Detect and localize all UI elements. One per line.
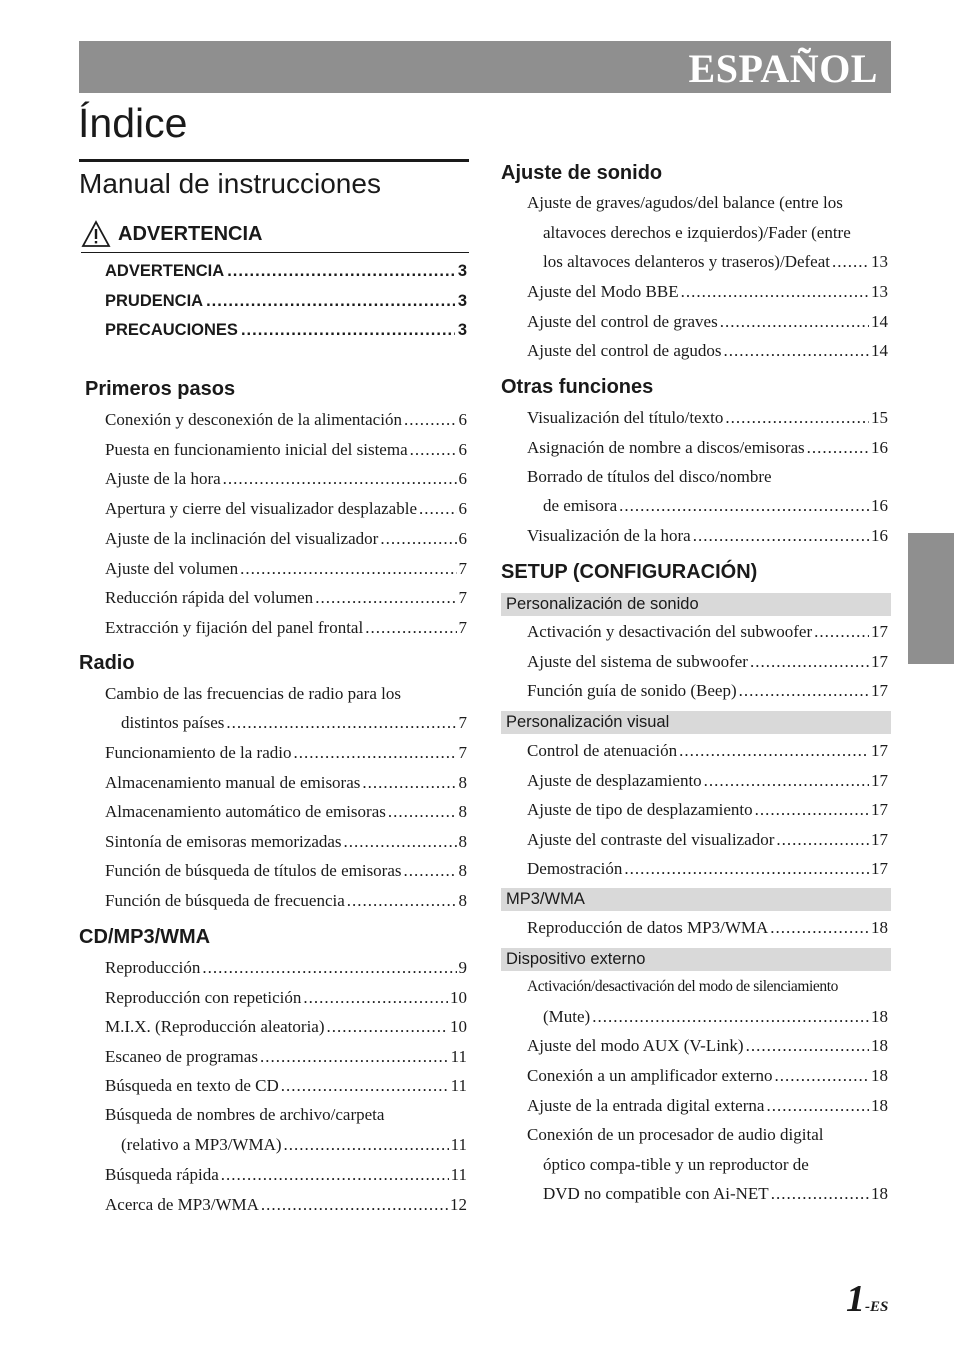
toc-entry-line: Búsqueda de nombres de archivo/carpeta: [105, 1105, 385, 1124]
toc-entry-line: Conexión de un procesador de audio digital: [527, 1125, 824, 1144]
toc-entry[interactable]: Acerca de MP3/WMA ..... 12: [105, 1195, 467, 1219]
toc-entry[interactable]: Apertura y cierre del visualizador desplazable ..... 6: [105, 499, 467, 523]
toc-entry[interactable]: Asignación de nombre a discos/emisoras ..... 16: [527, 438, 888, 462]
toc-entry[interactable]: Ajuste del Modo BBE ..... 13: [527, 282, 888, 306]
toc-entry[interactable]: Visualización de la hora ..... 16: [527, 526, 888, 550]
toc-entry[interactable]: Ajuste de la hora ..... 6: [105, 469, 467, 493]
toc-entry[interactable]: Demostración ..... 17: [527, 859, 888, 883]
subsection-bar: MP3/WMA: [501, 888, 891, 911]
toc-entry[interactable]: ADVERTENCIA ..... 3: [105, 262, 467, 284]
section-heading-cd: CD/MP3/WMA: [79, 926, 211, 948]
toc-entry[interactable]: Visualización del título/texto ..... 15: [527, 408, 888, 432]
section-heading-sonido: Ajuste de sonido: [501, 162, 663, 184]
toc-entry[interactable]: Puesta en funcionamiento inicial del sistema ..... 6: [105, 440, 467, 464]
toc-entry[interactable]: (relativo a MP3/WMA) ..... 11: [121, 1135, 467, 1159]
toc-entry[interactable]: Ajuste del control de agudos ..... 14: [527, 341, 888, 365]
toc-entry[interactable]: M.I.X. (Reproducción aleatoria) ..... 10: [105, 1017, 467, 1041]
toc-entry[interactable]: Control de atenuación ..... 17: [527, 741, 888, 765]
toc-entry[interactable]: PRUDENCIA ..... 3: [105, 292, 467, 314]
manual-title: Manual de instrucciones: [79, 168, 381, 199]
toc-entry[interactable]: Ajuste del volumen ..... 7: [105, 559, 467, 583]
toc-entry-line: Activación/desactivación del modo de silenciamiento: [527, 978, 839, 995]
toc-entry[interactable]: Ajuste de la entrada digital externa ..... 18: [527, 1096, 888, 1120]
section-heading-primeros: Primeros pasos: [85, 378, 236, 400]
toc-entry-line: Ajuste de graves/agudos/del balance (entre los: [527, 193, 843, 212]
toc-entry[interactable]: Ajuste de desplazamiento ..... 17: [527, 771, 888, 795]
subsection-bar: Personalización visual: [501, 711, 891, 734]
toc-entry[interactable]: Función guía de sonido (Beep) ..... 17: [527, 681, 888, 705]
toc-entry[interactable]: Reproducción ..... 9: [105, 958, 467, 982]
toc-entry[interactable]: Función de búsqueda de títulos de emisoras ..... 8: [105, 861, 467, 885]
toc-entry[interactable]: Almacenamiento automático de emisoras ..... 8: [105, 802, 467, 826]
toc-entry[interactable]: Conexión a un amplificador externo ..... 18: [527, 1066, 888, 1090]
toc-entry[interactable]: Almacenamiento manual de emisoras ..... 8: [105, 773, 467, 797]
toc-entry[interactable]: DVD no compatible con Ai-NET ..... 18: [543, 1184, 888, 1208]
toc-entry[interactable]: Sintonía de emisoras memorizadas ..... 8: [105, 832, 467, 856]
toc-entry[interactable]: Ajuste del modo AUX (V-Link) ..... 18: [527, 1036, 888, 1060]
toc-entry[interactable]: Función de búsqueda de frecuencia ..... 8: [105, 891, 467, 915]
toc-entry-line: óptico compa-tible y un reproductor de: [543, 1155, 809, 1174]
toc-entry[interactable]: Extracción y fijación del panel frontal ..... 7: [105, 618, 467, 642]
toc-entry[interactable]: los altavoces delanteros y traseros)/Defeat ..... 13: [543, 252, 888, 276]
toc-entry[interactable]: Ajuste del sistema de subwoofer ..... 17: [527, 652, 888, 676]
section-heading-radio: Radio: [79, 652, 135, 674]
toc-entry[interactable]: Ajuste del control de graves ..... 14: [527, 312, 888, 336]
toc-entry-line: Cambio de las frecuencias de radio para los: [105, 684, 401, 703]
page-number: 1-ES: [846, 1278, 889, 1320]
toc-entry[interactable]: (Mute) ..... 18: [543, 1007, 888, 1031]
section-heading-otras: Otras funciones: [501, 376, 654, 398]
side-thumb-tab: [908, 533, 954, 664]
toc-entry[interactable]: distintos países ..... 7: [121, 713, 467, 737]
toc-entry[interactable]: de emisora ..... 16: [543, 496, 888, 520]
toc-entry[interactable]: Activación y desactivación del subwoofer ..... 17: [527, 622, 888, 646]
warning-triangle-icon: [81, 220, 111, 248]
toc-entry[interactable]: Reducción rápida del volumen ..... 7: [105, 588, 467, 612]
toc-entry[interactable]: Reproducción con repetición ..... 10: [105, 988, 467, 1012]
toc-entry[interactable]: Ajuste del contraste del visualizador ..... 17: [527, 830, 888, 854]
page-title: Índice: [78, 100, 188, 146]
warning-heading: [81, 219, 469, 253]
toc-entry[interactable]: Funcionamiento de la radio ..... 7: [105, 743, 467, 767]
subsection-bar: Personalización de sonido: [501, 593, 891, 616]
toc-entry[interactable]: Conexión y desconexión de la alimentación ..... 6: [105, 410, 467, 434]
toc-entry[interactable]: Reproducción de datos MP3/WMA ..... 18: [527, 918, 888, 942]
subsection-bar: Dispositivo externo: [501, 948, 891, 971]
toc-entry[interactable]: PRECAUCIONES ..... 3: [105, 321, 467, 343]
toc-entry[interactable]: Ajuste de la inclinación del visualizador ..... 6: [105, 529, 467, 553]
toc-entry-line: Borrado de títulos del disco/nombre: [527, 467, 772, 486]
language-bar: [79, 41, 891, 93]
toc-entry[interactable]: Ajuste de tipo de desplazamiento ..... 17: [527, 800, 888, 824]
section-rule: [79, 159, 469, 162]
language-label: ESPAÑOL: [688, 46, 878, 91]
toc-entry-line: altavoces derechos e izquierdos)/Fader (entre: [543, 223, 851, 242]
warning-heading-label: ADVERTENCIA: [118, 223, 263, 245]
toc-entry[interactable]: Escaneo de programas ..... 11: [105, 1047, 467, 1071]
section-heading-setup: SETUP (CONFIGURACIÓN): [501, 561, 758, 583]
toc-entry[interactable]: Búsqueda rápida ..... 11: [105, 1165, 467, 1189]
toc-entry[interactable]: Búsqueda en texto de CD ..... 11: [105, 1076, 467, 1100]
